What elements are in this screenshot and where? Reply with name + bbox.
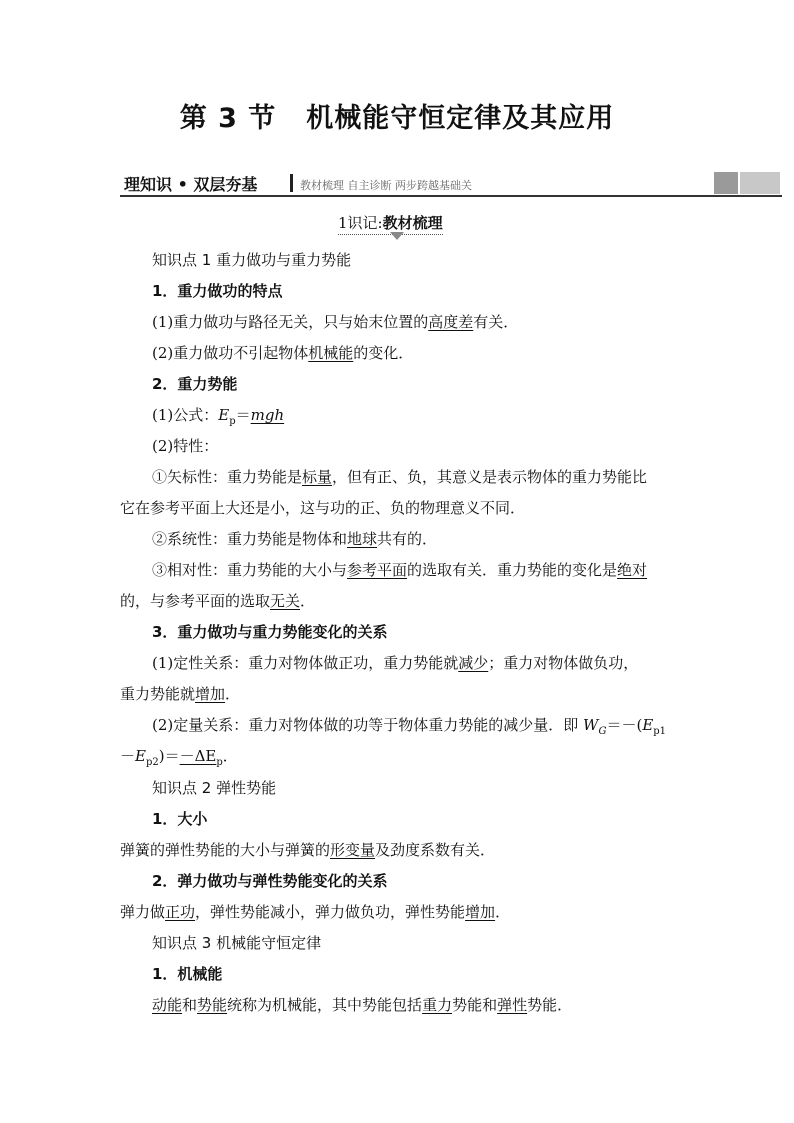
kp2-s2-text: 弹力做正功，弹性势能减小，弹力做负功，弹性势能增加． [120,903,511,921]
kp1-s1-title: 1．重力做功的特点 [152,282,283,300]
kp1-trait1-cont: 它在参考平面上大还是小，这与功的正、负的物理意义不同． [120,499,526,517]
kp1-trait3: ③相对性：重力势能的大小与参考平面的选取有关．重力势能的变化是绝对 [152,561,648,579]
section-title: 机械能守恒定律及其应用 [306,103,615,134]
kp2-heading: 知识点 2 弹性势能 [152,779,277,797]
kp1-heading: 知识点 1 重力做功与重力势能 [152,251,352,269]
kp3-heading: 知识点 3 机械能守恒定律 [152,934,322,952]
kp1-relation1-cont: 重力势能就增加． [120,685,241,703]
kp1-formula: (1)公式：$E_p=mgh$ [152,406,285,427]
kp1-s2-title: 2．重力势能 [152,375,238,393]
section-banner [120,170,782,198]
kp1-s3-title: 3．重力做功与重力势能变化的关系 [152,623,388,641]
down-arrow-icon [390,232,404,240]
banner-divider [290,174,293,192]
kp1-s1-item2: (2)重力做功不引起物体机械能的变化． [152,344,414,362]
kp1-relation2-cont: $-E_{p2})=-\Delta E_p$． [120,747,238,768]
banner-subtitle: 教材梳理 自主诊断 两步跨越基础关 [300,179,472,192]
banner-decoration-light [740,172,780,194]
page-title [0,96,794,135]
kp1-trait2: ②系统性：重力势能是物体和地球共有的． [152,530,438,548]
kp2-s2-title: 2．弹力做功与弹性势能变化的关系 [152,872,388,890]
sub-heading-prefix: 1识记: [338,214,383,232]
kp1-relation2: (2)定量关系：重力对物体做的功等于物体重力势能的减少量．即 $W_G=-(E_{p1}$ [152,716,667,737]
kp1-trait1: ①矢标性：重力势能是标量，但有正、负，其意义是表示物体的重力势能比 [152,468,648,486]
kp1-trait-label: (2)特性： [152,437,219,455]
kp3-s1-title: 1．机械能 [152,965,223,983]
kp1-relation1: (1)定性关系：重力对物体做正功，重力势能就减少；重力对物体做负功， [152,654,639,672]
banner-decoration-dark [714,172,738,194]
kp1-s1-item1: (1)重力做功与路径无关，只与始末位置的高度差有关． [152,313,519,331]
kp2-s1-title: 1．大小 [152,810,208,828]
kp1-trait3-cont: 的，与参考平面的选取无关． [120,592,316,610]
kp3-s1-text: 动能和势能统称为机械能，其中势能包括重力势能和弹性势能． [152,996,573,1014]
banner-underline [120,195,782,197]
section-number: 第 3 节 [179,103,277,134]
kp2-s1-text: 弹簧的弹性势能的大小与弹簧的形变量及劲度系数有关． [120,841,496,859]
sub-heading-label: 教材梳理 [382,214,443,232]
banner-title: 理知识 • 双层夯基 [124,175,258,194]
